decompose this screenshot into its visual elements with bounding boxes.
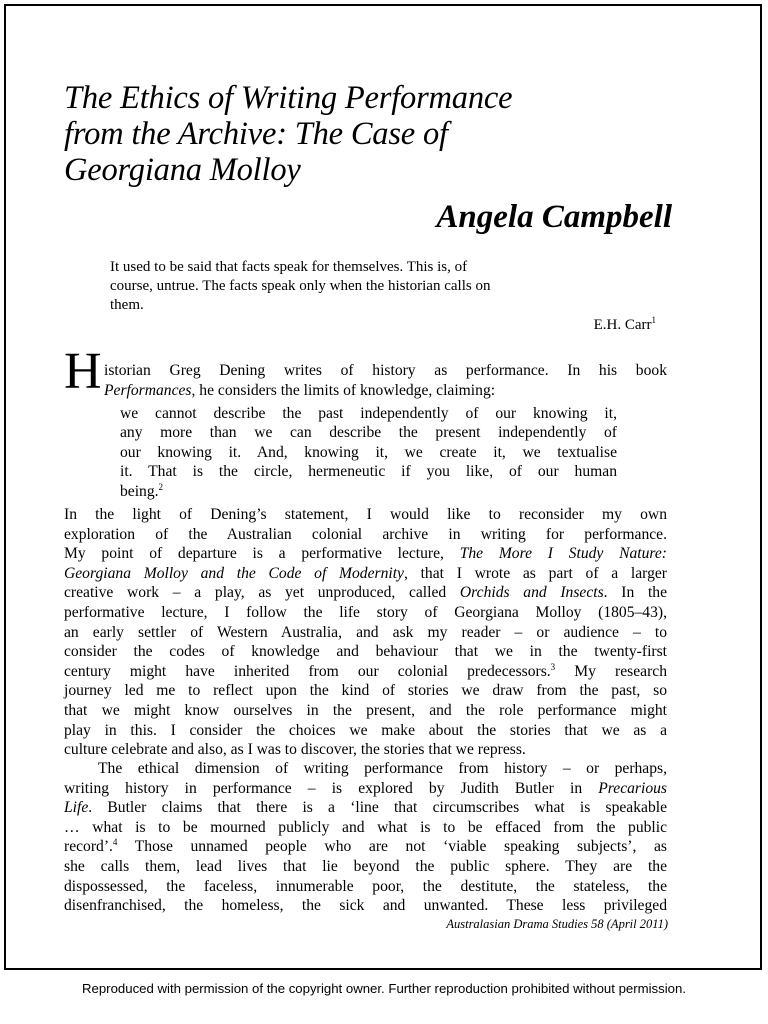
- paragraph-line: In the light of Dening’s statement, I would like to reconsider my own: [64, 506, 667, 523]
- paragraph-text: . Butler claims that there is a ‘line that circumscribes what is speakable: [88, 799, 667, 817]
- paragraph-line: [64, 564, 667, 584]
- paragraph-text: writing history in performance – is explored by Judith Butler in: [64, 779, 583, 797]
- quote-line: [120, 482, 617, 501]
- paragraph-text: record’.: [64, 838, 113, 856]
- work-title: The More I Study Nature:: [459, 545, 668, 563]
- work-title: Life: [64, 799, 89, 817]
- footnote-ref: 1: [651, 315, 656, 325]
- footnote-ref: 3: [550, 661, 556, 672]
- quote-line: it. That is the circle, hermeneutic if you like, of our human: [120, 463, 617, 481]
- paragraph-text: My point of departure is a performative lecture,: [64, 545, 444, 563]
- paragraph-line: disenfranchised, the homeless, the sick and unwanted. These less privileged: [64, 897, 667, 915]
- footnote-ref: 2: [158, 481, 164, 492]
- paragraph-line: [64, 798, 667, 818]
- epigraph-line: It used to be said that facts speak for themselves. This is, of: [110, 259, 468, 275]
- paragraph-1: [104, 361, 667, 400]
- epigraph-source-name: E.H. Carr: [593, 317, 652, 333]
- quote-line: our knowing it. And, knowing it, we create it, we textualise: [120, 443, 617, 461]
- epigraph-line: course, untrue. The facts speak only when the historian calls on: [110, 278, 491, 294]
- paragraph-line: [64, 583, 667, 603]
- paragraph-line: culture celebrate and also, as I was to discover, the stories that we repress.: [64, 741, 526, 759]
- article-title: [64, 80, 704, 188]
- quote-text: being.: [120, 482, 159, 500]
- paragraph-line: journey led me to reflect upon the kind of stories we draw from the past, so: [64, 682, 667, 700]
- paragraph-line: [64, 779, 667, 799]
- paragraph-text: Those unnamed people who are not ‘viable speaking subjects’, as: [117, 838, 667, 856]
- epigraph-source: [594, 316, 656, 335]
- paragraph-line: [64, 837, 667, 857]
- paragraph-line: dispossessed, the faceless, innumerable poor, the destitute, the stateless, the: [64, 877, 667, 895]
- book-title: Performances: [104, 381, 192, 399]
- paragraph-line: an early settler of Western Australia, and ask my reader – or audience – to: [64, 623, 667, 641]
- paragraph-text: creative work – a play, as yet unproduced, called: [64, 584, 447, 602]
- paragraph-text: My research: [555, 662, 667, 680]
- title-line-2: from the Archive: The Case of: [64, 116, 448, 152]
- quote-line: we cannot describe the past independently of our knowing it,: [120, 405, 617, 422]
- copyright-notice: Reproduced with permission of the copyright owner. Further reproduction prohibited without permission.: [81, 981, 686, 996]
- paragraph-line: … what is to be mourned publicly and what is to be effaced from the public: [64, 818, 667, 836]
- epigraph-line: them.: [110, 297, 144, 313]
- paragraph-text: , he considers the limits of knowledge, claiming:: [191, 381, 496, 399]
- work-title: Georgiana Molloy and the Code of Modernity: [64, 564, 404, 582]
- paragraph-line: [104, 381, 667, 401]
- block-quote: [120, 404, 617, 501]
- title-line-3: Georgiana Molloy: [64, 152, 301, 188]
- paragraph-2: [64, 505, 667, 760]
- article-author: Angela Campbell: [436, 199, 672, 235]
- paragraph-3: [64, 759, 667, 916]
- paragraph-line: [64, 662, 667, 682]
- paragraph-line: istorian Greg Dening writes of history as performance. In his book: [104, 362, 667, 379]
- paragraph-line: consider the codes of knowledge and behaviour that we in the twenty-first: [64, 643, 667, 661]
- paragraph-text: , that I wrote as part of a larger: [403, 564, 667, 582]
- title-line-1: The Ethics of Writing Performance: [64, 80, 513, 116]
- paragraph-text: century might have inherited from our colonial predecessors.: [64, 662, 551, 680]
- paragraph-line: she calls them, lead lives that lie beyond the public sphere. They are the: [64, 857, 667, 875]
- work-title: Precarious: [598, 779, 667, 797]
- paragraph-text: . In the: [603, 584, 668, 602]
- paragraph-line: play in this. I consider the choices we make about the stories that we as a: [64, 721, 667, 739]
- epigraph: [110, 258, 655, 315]
- paragraph-line: [64, 544, 667, 564]
- journal-footer: Australasian Drama Studies 58 (April 2011): [446, 917, 668, 931]
- paragraph-line: that we might know ourselves in the present, and the role performance might: [64, 701, 667, 719]
- drop-cap: H: [64, 343, 102, 400]
- paragraph-line: performative lecture, I follow the life story of Georgiana Molloy (1805–43),: [64, 603, 667, 621]
- footnote-ref: 4: [112, 837, 118, 848]
- paragraph-line: The ethical dimension of writing performance from history – or perhaps,: [98, 760, 667, 777]
- paragraph-line: exploration of the Australian colonial archive in writing for performance.: [64, 525, 667, 543]
- quote-line: any more than we can describe the present independently of: [120, 424, 617, 442]
- work-title: Orchids and Insects: [459, 584, 604, 602]
